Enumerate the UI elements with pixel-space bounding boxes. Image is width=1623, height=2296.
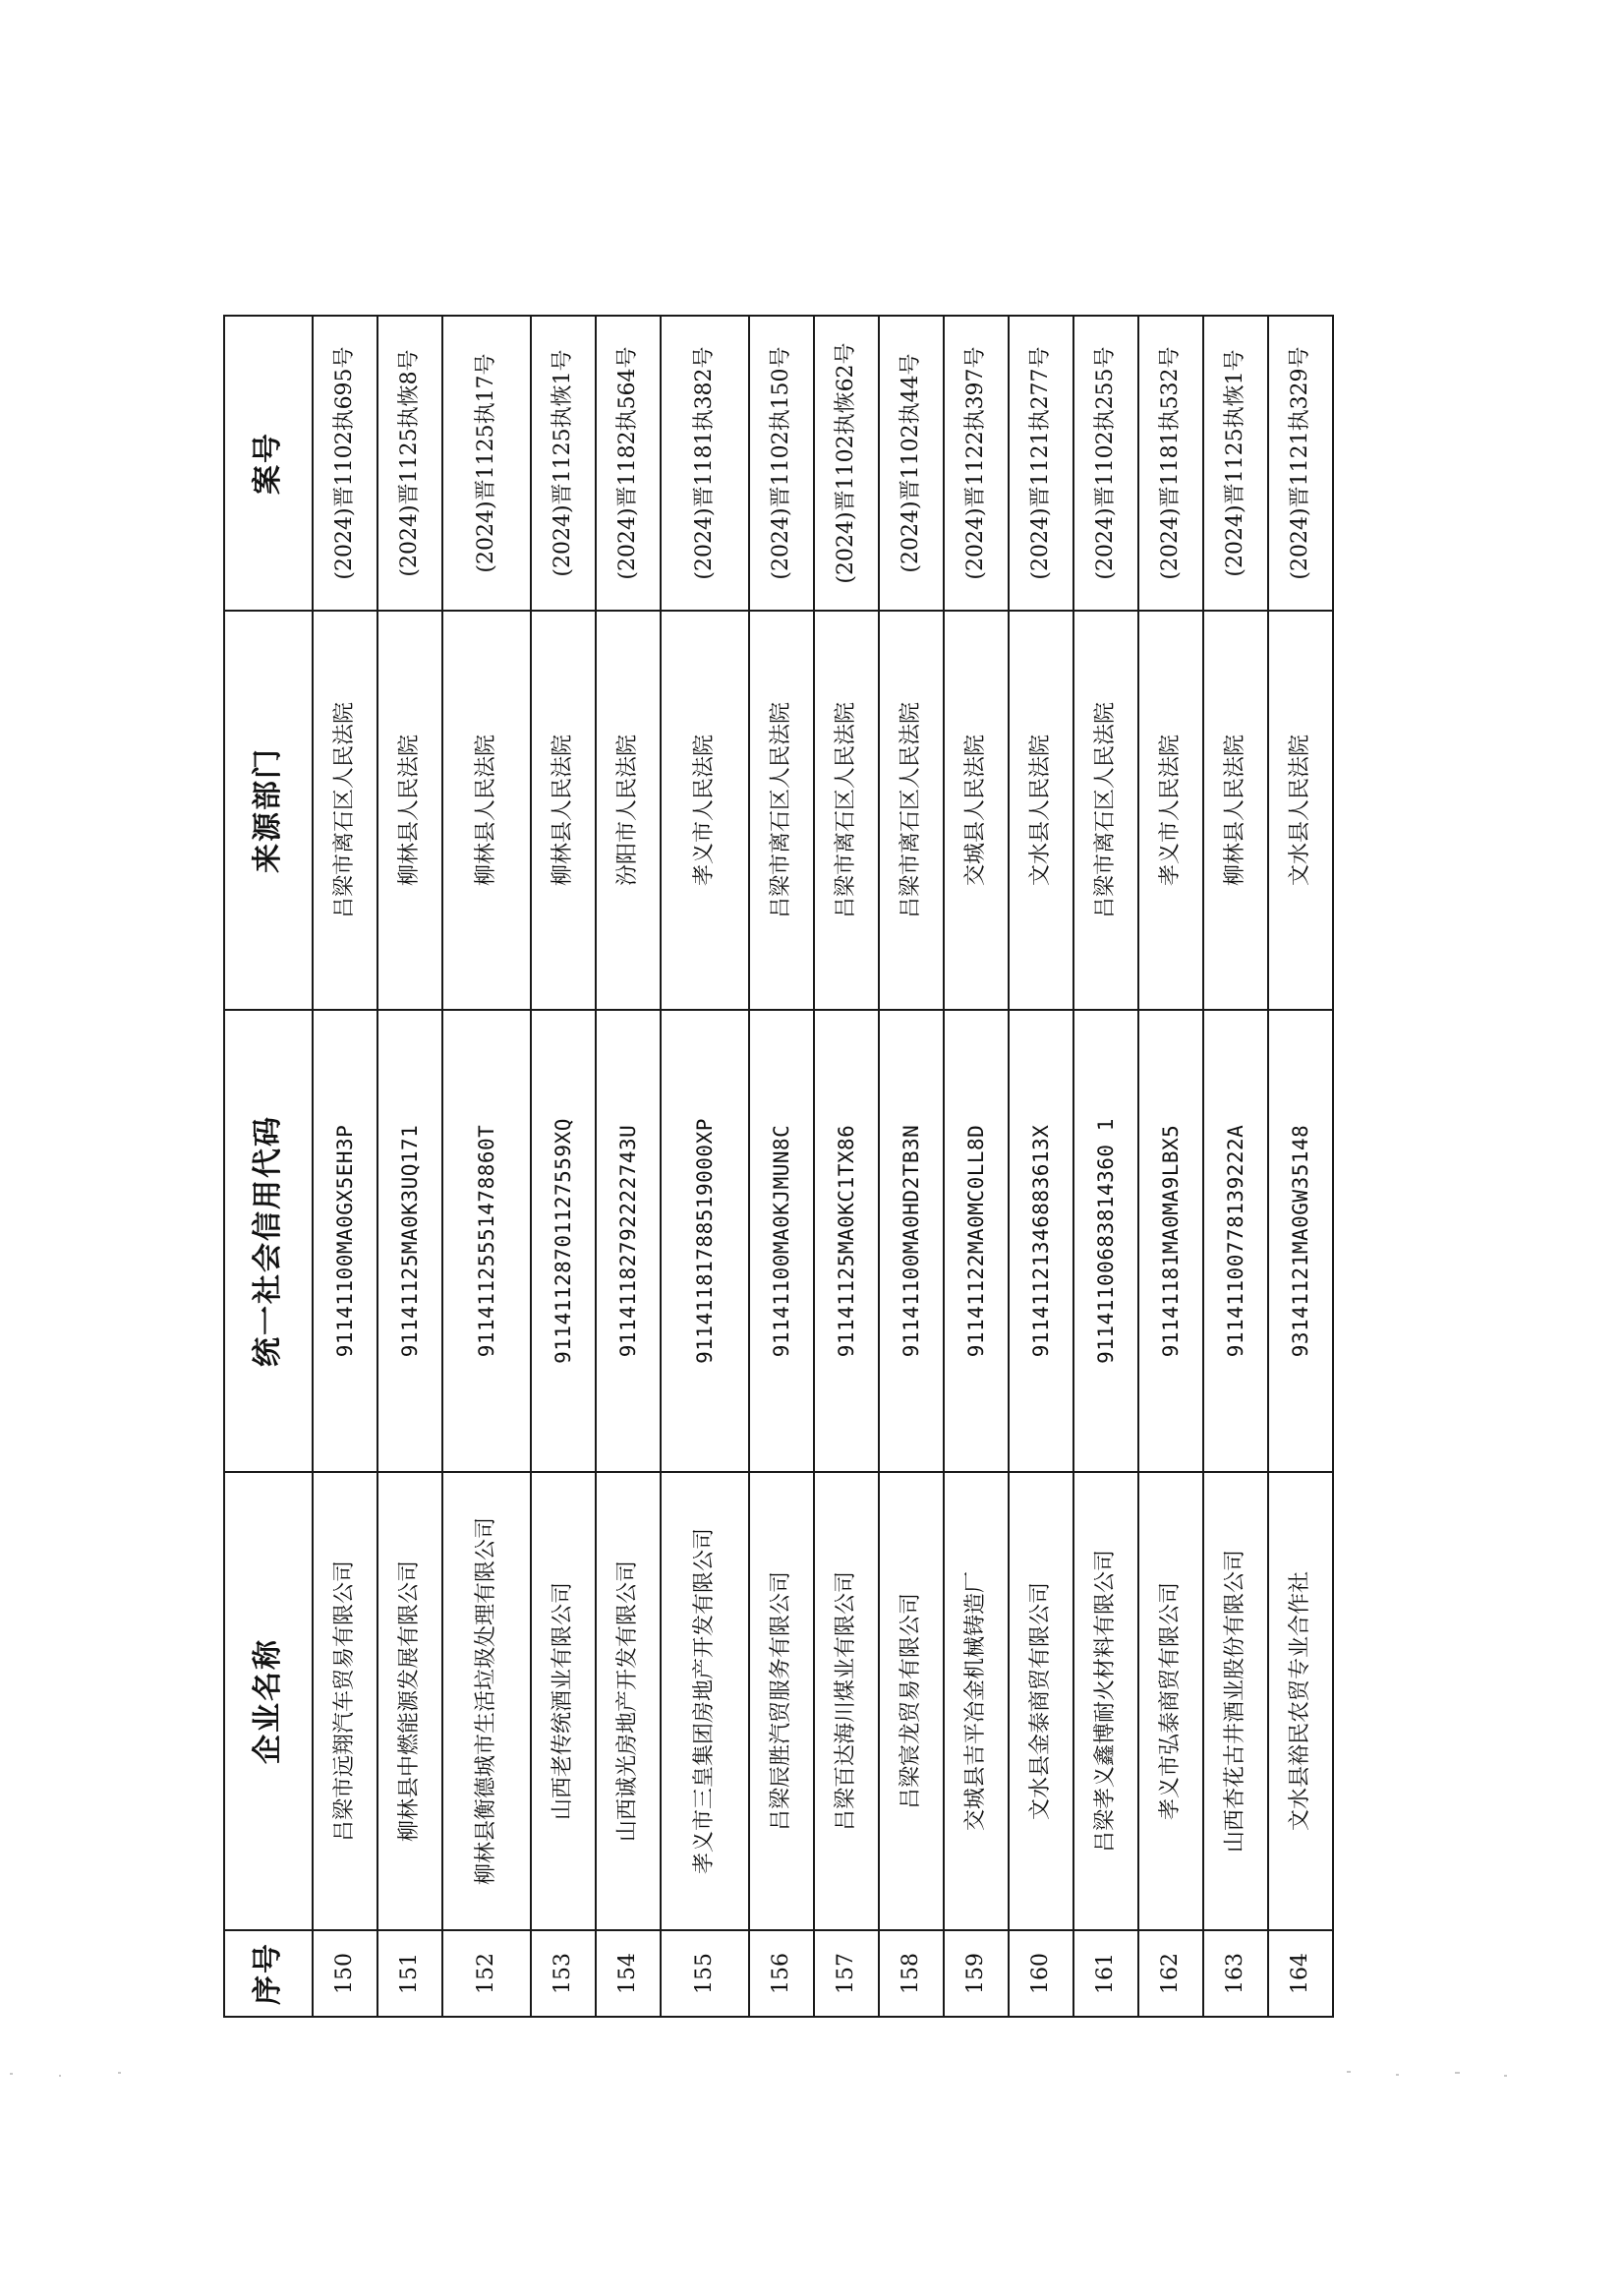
cell-code: 91141122MA0MC0LL8D xyxy=(944,1010,1009,1472)
cell-name: 交城县吉平冶金机械铸造厂 xyxy=(944,1472,1009,1930)
table-row xyxy=(1203,316,1268,2017)
cell-name: 吕梁宸龙贸易有限公司 xyxy=(879,1472,944,1930)
cell-code: 91141100683814360 1 xyxy=(1073,1010,1138,1472)
table-row xyxy=(1073,316,1138,2017)
cell-name: 吕梁辰胜汽贸服务有限公司 xyxy=(749,1472,814,1930)
cell-case: (2024)晋1121执329号 xyxy=(1268,316,1333,611)
enterprise-table xyxy=(223,315,1334,2018)
cell-case: (2024)晋1181执382号 xyxy=(661,316,749,611)
cell-num: 152 xyxy=(442,1930,531,2017)
cell-num: 161 xyxy=(1073,1930,1138,2017)
table-row xyxy=(1138,316,1203,2017)
table-row xyxy=(1009,316,1073,2017)
table-row xyxy=(1268,316,1333,2017)
table-row xyxy=(596,316,661,2017)
header-code: 统一社会信用代码 xyxy=(224,1010,313,1472)
cell-name: 吕梁孝义鑫博耐火材料有限公司 xyxy=(1073,1472,1138,1930)
table-row xyxy=(313,316,377,2017)
cell-dept: 吕梁市离石区人民法院 xyxy=(313,611,377,1010)
cell-num: 160 xyxy=(1009,1930,1073,2017)
cell-num: 163 xyxy=(1203,1930,1268,2017)
cell-dept: 文水县人民法院 xyxy=(1009,611,1073,1010)
cell-num: 150 xyxy=(313,1930,377,2017)
cell-case: (2024)晋1122执397号 xyxy=(944,316,1009,611)
cell-name: 孝义市三皇集团房地产开发有限公司 xyxy=(661,1472,749,1930)
cell-dept: 交城县人民法院 xyxy=(944,611,1009,1010)
cell-name: 山西老传统酒业有限公司 xyxy=(531,1472,596,1930)
cell-dept: 汾阳市人民法院 xyxy=(596,611,661,1010)
cell-name: 柳林县中燃能源发展有限公司 xyxy=(377,1472,442,1930)
cell-name: 孝义市弘泰商贸有限公司 xyxy=(1138,1472,1203,1930)
table-row xyxy=(531,316,596,2017)
header-name: 企业名称 xyxy=(224,1472,313,1930)
cell-code: 91141125MA0KC1TX86 xyxy=(814,1010,879,1472)
cell-num: 153 xyxy=(531,1930,596,2017)
cell-case: (2024)晋1102执150号 xyxy=(749,316,814,611)
cell-dept: 吕梁市离石区人民法院 xyxy=(1073,611,1138,1010)
cell-dept: 吕梁市离石区人民法院 xyxy=(879,611,944,1010)
cell-code: 91141100MA0KJMUN8C xyxy=(749,1010,814,1472)
table-row xyxy=(661,316,749,2017)
cell-num: 151 xyxy=(377,1930,442,2017)
cell-dept: 吕梁市离石区人民法院 xyxy=(814,611,879,1010)
header-case: 案号 xyxy=(224,316,313,611)
table-row xyxy=(377,316,442,2017)
cell-dept: 柳林县人民法院 xyxy=(531,611,596,1010)
cell-num: 156 xyxy=(749,1930,814,2017)
cell-name: 山西诚光房地产开发有限公司 xyxy=(596,1472,661,1930)
cell-name: 文水县裕民农贸专业合作社 xyxy=(1268,1472,1333,1930)
cell-num: 164 xyxy=(1268,1930,1333,2017)
rotated-table-container xyxy=(223,317,1334,2018)
cell-name: 文水县金泰商贸有限公司 xyxy=(1009,1472,1073,1930)
cell-code: 91141100MA0HD2TB3N xyxy=(879,1010,944,1472)
cell-case: (2024)晋1102执255号 xyxy=(1073,316,1138,611)
cell-num: 157 xyxy=(814,1930,879,2017)
scan-noise-decoration xyxy=(0,2055,1623,2094)
cell-code: 91141125551478860T xyxy=(442,1010,531,1472)
cell-dept: 柳林县人民法院 xyxy=(377,611,442,1010)
cell-num: 159 xyxy=(944,1930,1009,2017)
cell-code: 91141128701127559XQ xyxy=(531,1010,596,1472)
cell-case: (2024)晋1182执564号 xyxy=(596,316,661,611)
cell-code: 91141100MA0GX5EH3P xyxy=(313,1010,377,1472)
cell-dept: 吕梁市离石区人民法院 xyxy=(749,611,814,1010)
cell-name: 吕梁市远翔汽车贸易有限公司 xyxy=(313,1472,377,1930)
cell-dept: 柳林县人民法院 xyxy=(1203,611,1268,1010)
cell-case: (2024)晋1125执恢8号 xyxy=(377,316,442,611)
cell-case: (2024)晋1121执277号 xyxy=(1009,316,1073,611)
cell-code: 91141125MA0K3UQ171 xyxy=(377,1010,442,1472)
table-row xyxy=(814,316,879,2017)
cell-code: 91141121346883613X xyxy=(1009,1010,1073,1472)
cell-code: 91141181788519000XP xyxy=(661,1010,749,1472)
cell-name: 吕梁百达海川煤业有限公司 xyxy=(814,1472,879,1930)
cell-dept: 孝义市人民法院 xyxy=(1138,611,1203,1010)
cell-name: 柳林县衡德城市生活垃圾处理有限公司 xyxy=(442,1472,531,1930)
cell-code: 91141100778139222A xyxy=(1203,1010,1268,1472)
cell-dept: 柳林县人民法院 xyxy=(442,611,531,1010)
table-row xyxy=(879,316,944,2017)
cell-case: (2024)晋1125执恢1号 xyxy=(1203,316,1268,611)
cell-code: 93141121MA0GW35148 xyxy=(1268,1010,1333,1472)
cell-case: (2024)晋1102执44号 xyxy=(879,316,944,611)
cell-case: (2024)晋1125执17号 xyxy=(442,316,531,611)
cell-code: 91141182792222743U xyxy=(596,1010,661,1472)
cell-case: (2024)晋1181执532号 xyxy=(1138,316,1203,611)
table-header-row xyxy=(224,316,313,2017)
cell-dept: 孝义市人民法院 xyxy=(661,611,749,1010)
cell-num: 162 xyxy=(1138,1930,1203,2017)
cell-name: 山西杏花古井酒业股份有限公司 xyxy=(1203,1472,1268,1930)
cell-num: 154 xyxy=(596,1930,661,2017)
cell-num: 155 xyxy=(661,1930,749,2017)
header-num: 序号 xyxy=(224,1930,313,2017)
cell-code: 91141181MA0MA9LBX5 xyxy=(1138,1010,1203,1472)
table-row xyxy=(442,316,531,2017)
cell-num: 158 xyxy=(879,1930,944,2017)
cell-dept: 文水县人民法院 xyxy=(1268,611,1333,1010)
cell-case: (2024)晋1125执恢1号 xyxy=(531,316,596,611)
table-row xyxy=(749,316,814,2017)
cell-case: (2024)晋1102执恢62号 xyxy=(814,316,879,611)
header-dept: 来源部门 xyxy=(224,611,313,1010)
cell-case: (2024)晋1102执695号 xyxy=(313,316,377,611)
table-row xyxy=(944,316,1009,2017)
